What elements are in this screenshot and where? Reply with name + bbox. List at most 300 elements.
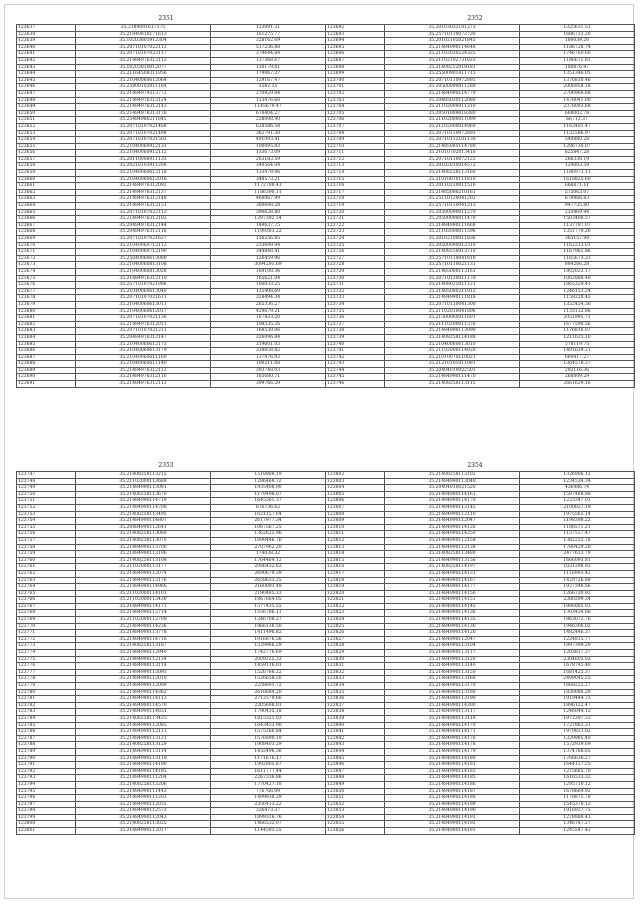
table-row [17, 821, 326, 828]
table-row [17, 308, 326, 315]
row-id-cell: 123653 [17, 130, 76, 137]
coordinate-cell: 35.20710107021498 [76, 130, 211, 137]
coordinate-cell: 35.21408258113115 [385, 381, 520, 388]
amount-cell: 233699.94 [211, 242, 326, 249]
amount-cell: 1611777.44 [211, 768, 326, 775]
table-row [326, 650, 635, 657]
coordinate-cell: 35.21408258113206 [76, 781, 211, 788]
coordinate-cell: 35.21500060011601 [385, 315, 520, 322]
amount-cell: 491093.41 [211, 137, 326, 144]
page-section [325, 461, 625, 835]
table-row [326, 762, 635, 769]
table-row [326, 577, 635, 584]
amount-cell: 1764464.12 [211, 557, 326, 564]
row-id-cell: 123739 [326, 334, 385, 341]
table-row [326, 38, 635, 45]
row-id-cell: 123730 [326, 275, 385, 282]
amount-cell: 1678664.92 [520, 788, 635, 795]
coordinate-cell: 35.21484990114195 [76, 768, 211, 775]
coordinate-cell: 35.21484990112573 [76, 808, 211, 815]
amount-cell: 1478041.00 [520, 97, 635, 104]
table-row [17, 361, 326, 368]
table-row [17, 788, 326, 795]
row-id-cell: 123786 [17, 729, 76, 736]
table-row [17, 367, 326, 374]
coordinate-cell: 35.21484990114178 [385, 742, 520, 749]
amount-cell: 1766636.27 [520, 755, 635, 762]
coordinate-cell: 35.21484990114185 [385, 775, 520, 782]
table-row [326, 597, 635, 604]
coordinate-cell: 35.21484976312151 [76, 203, 211, 210]
table-row [17, 709, 326, 716]
coordinate-cell: 35.21484990114151 [385, 597, 520, 604]
table-row [326, 590, 635, 597]
row-id-cell: 123680 [17, 308, 76, 315]
table-row [17, 531, 326, 538]
row-id-cell: 123682 [17, 321, 76, 328]
row-id-cell: 123689 [17, 367, 76, 374]
table-row [326, 51, 635, 58]
row-id-cell: 123844 [326, 748, 385, 755]
amount-cell: 2267336.86 [211, 775, 326, 782]
table-row [17, 255, 326, 262]
table-row [17, 170, 326, 177]
coordinate-cell: 35.21040060612064 [76, 77, 211, 84]
amount-cell: 2086432.82 [211, 564, 326, 571]
table-row [326, 544, 635, 551]
amount-cell: 2617977.34 [211, 518, 326, 525]
coordinate-cell: 35.21484976312110 [76, 374, 211, 381]
table-row [326, 768, 635, 775]
table-row [326, 610, 635, 617]
table-row [326, 518, 635, 525]
row-id-cell: 123797 [17, 801, 76, 808]
table-row [17, 537, 326, 544]
row-id-cell: 123655 [17, 143, 76, 150]
amount-cell: 1770427.18 [211, 781, 326, 788]
row-id-cell: 123706 [326, 117, 385, 124]
amount-cell: 124003.59 [520, 163, 635, 170]
table-row [326, 821, 635, 828]
row-id-cell: 123741 [326, 348, 385, 355]
coordinate-cell: 35.20500090011470 [385, 216, 520, 223]
table-row [326, 196, 635, 203]
table-row [17, 137, 326, 144]
table-row [17, 636, 326, 643]
row-id-cell: 123816 [326, 564, 385, 571]
row-id-cell: 123813 [326, 544, 385, 551]
table-row [326, 795, 635, 802]
table-row [326, 44, 635, 51]
row-id-cell: 123743 [326, 361, 385, 368]
row-id-cell: 123643 [17, 64, 76, 71]
amount-cell: 1979823.02 [520, 729, 635, 736]
row-id-cell: 123716 [326, 183, 385, 190]
amount-cell: 1326906.12 [520, 472, 635, 479]
coordinate-cell: 35.21164508311956 [76, 71, 211, 78]
table-row [326, 715, 635, 722]
row-id-cell: 123750 [17, 491, 76, 498]
coordinate-cell: 35.21484990113114 [76, 663, 211, 670]
table-row [17, 775, 326, 782]
table-row [326, 25, 635, 32]
coordinate-cell: 35.21484990113170 [385, 683, 520, 690]
coordinate-cell: 35.21484990114236 [76, 623, 211, 630]
coordinate-cell: 35.21484990114181 [385, 762, 520, 769]
table-row [326, 557, 635, 564]
ledger-table [16, 471, 326, 835]
table-row [326, 603, 635, 610]
row-id-cell: 123720 [326, 209, 385, 216]
amount-cell: 1975565.14 [520, 511, 635, 518]
table-row [326, 485, 635, 492]
coordinate-cell: 35.21040060612016 [76, 176, 211, 183]
coordinate-cell: 35.20500090811280 [385, 84, 520, 91]
table-row [17, 150, 326, 157]
row-id-cell: 123671 [17, 249, 76, 256]
amount-cell: 265336.27 [211, 301, 326, 308]
amount-cell: 137368.67 [211, 57, 326, 64]
amount-cell: 393748.03 [211, 367, 326, 374]
amount-cell: 1137797.07 [520, 222, 635, 229]
table-row [17, 676, 326, 683]
row-id-cell: 123789 [17, 748, 76, 755]
row-id-cell: 123718 [326, 196, 385, 203]
amount-cell: 180876.97 [520, 64, 635, 71]
row-id-cell: 123727 [326, 255, 385, 262]
row-id-cell: 123795 [17, 788, 76, 795]
row-id-cell: 123759 [17, 551, 76, 558]
coordinate-cell: 35.20404010022501 [385, 367, 520, 374]
coordinate-cell: 35.21484990114171 [385, 729, 520, 736]
table-row [326, 216, 635, 223]
coordinate-cell: 35.21484976312113 [76, 381, 211, 388]
row-id-cell: 123853 [326, 808, 385, 815]
table-row [17, 57, 326, 64]
amount-cell: 2658633.25 [211, 577, 326, 584]
coordinate-cell: 35.21484990113180 [385, 689, 520, 696]
amount-cell: 129167.47 [211, 77, 326, 84]
coordinate-cell: 35.20710107021211 [76, 328, 211, 335]
table-row [326, 341, 635, 348]
table-row [17, 478, 326, 485]
row-id-cell: 123781 [17, 696, 76, 703]
amount-cell: 2499045.25 [520, 676, 635, 683]
table-row [326, 775, 635, 782]
table-row [17, 795, 326, 802]
amount-cell: 1382251.78 [520, 537, 635, 544]
coordinate-cell: 35.21484990114716 [76, 636, 211, 643]
table-row [17, 203, 326, 210]
table-row [326, 222, 635, 229]
coordinate-cell: 35.21040060912131 [76, 143, 211, 150]
coordinate-cell: 35.21484990114570 [76, 702, 211, 709]
amount-cell: 1526766.22 [211, 669, 326, 676]
table-row [326, 104, 635, 111]
table-row [17, 156, 326, 163]
table-row [17, 176, 326, 183]
coordinate-cell: 35.21040060613179 [76, 348, 211, 355]
row-id-cell: 123726 [326, 249, 385, 256]
coordinate-cell: 35.21484990112009 [76, 683, 211, 690]
row-id-cell: 123732 [326, 288, 385, 295]
row-id-cell: 123783 [17, 709, 76, 716]
table-row [326, 742, 635, 749]
table-row [326, 689, 635, 696]
amount-cell: 1203817.37 [520, 650, 635, 657]
table-row [17, 334, 326, 341]
amount-cell: 1351346.05 [520, 71, 635, 78]
table-row [17, 328, 326, 335]
table-row [17, 689, 326, 696]
row-id-cell: 123778 [17, 676, 76, 683]
amount-cell: 133478.06 [211, 170, 326, 177]
amount-cell: 678968.83 [520, 196, 635, 203]
coordinate-cell: 35.21408258113102 [385, 472, 520, 479]
coordinate-cell: 35.21484976312137 [76, 189, 211, 196]
coordinate-cell: 35.21484990113119 [76, 755, 211, 762]
row-id-cell: 123829 [326, 650, 385, 657]
coordinate-cell: 35.20710107021611 [76, 295, 211, 302]
coordinate-cell: 35.21408258113025 [76, 821, 211, 828]
coordinate-cell: 35.21484990113160 [385, 676, 520, 683]
row-id-cell: 123769 [17, 617, 76, 624]
row-id-cell: 123691 [17, 381, 76, 388]
coordinate-cell: 35.21484976312110 [76, 275, 211, 282]
row-id-cell: 123788 [17, 742, 76, 749]
coordinate-cell: 35.20102100011836 [385, 236, 520, 243]
coordinate-cell: 35.21484990114177 [385, 584, 520, 591]
amount-cell: 1297392.54 [211, 216, 326, 223]
row-id-cell: 123837 [326, 702, 385, 709]
coordinate-cell: 35.21408258114197 [385, 564, 520, 571]
row-id-cell: 123856 [326, 828, 385, 835]
amount-cell: 120179.61 [211, 64, 326, 71]
row-id-cell: 123838 [326, 709, 385, 716]
table-row [17, 301, 326, 308]
table-row [17, 828, 326, 835]
amount-cell: 1491639.21 [520, 348, 635, 355]
row-id-cell: 123693 [326, 31, 385, 38]
row-id-cell: 123815 [326, 557, 385, 564]
coordinate-cell: 35.21484990112043 [76, 814, 211, 821]
table-row [17, 163, 326, 170]
row-id-cell: 123678 [17, 295, 76, 302]
row-id-cell: 123652 [17, 123, 76, 130]
row-id-cell: 123717 [326, 189, 385, 196]
row-id-cell: 123686 [17, 348, 76, 355]
table-row [17, 143, 326, 150]
row-id-cell: 123780 [17, 689, 76, 696]
coordinate-cell: 35.21484990114161 [385, 491, 520, 498]
table-row [326, 676, 635, 683]
row-id-cell: 123764 [17, 584, 76, 591]
table-row [17, 104, 326, 111]
amount-cell: 1919444.73 [520, 696, 635, 703]
row-id-cell: 123687 [17, 354, 76, 361]
table-row [17, 71, 326, 78]
amount-cell: 1616533.32 [520, 775, 635, 782]
row-id-cell: 123698 [326, 64, 385, 71]
coordinate-cell: 35.20710110972893 [385, 130, 520, 137]
amount-cell: 1224815.77 [520, 636, 635, 643]
row-id-cell: 123849 [326, 781, 385, 788]
amount-cell: 2190485.33 [211, 590, 326, 597]
table-row [326, 203, 635, 210]
table-row [17, 742, 326, 749]
row-id-cell: 123715 [326, 176, 385, 183]
row-id-cell: 123833 [326, 676, 385, 683]
coordinate-cell: 35.20102105021845 [385, 38, 520, 45]
amount-cell: 161275.77 [211, 31, 326, 38]
amount-cell: 133673.09 [211, 150, 326, 157]
row-id-cell: 123707 [326, 123, 385, 130]
amount-cell: 1677590.56 [520, 321, 635, 328]
row-id-cell: 123850 [326, 788, 385, 795]
coordinate-cell: 35.21484990112110 [385, 511, 520, 518]
table-row [17, 590, 326, 597]
amount-cell: 517236.88 [211, 44, 326, 51]
row-id-cell: 123776 [17, 663, 76, 670]
coordinate-cell: 35.21484990114708 [76, 504, 211, 511]
row-id-cell: 123637 [17, 25, 76, 32]
coordinate-cell: 35.21102030224325 [385, 51, 520, 58]
coordinate-cell: 35.21484976312112 [76, 57, 211, 64]
table-row [17, 44, 326, 51]
ledger-table [325, 24, 635, 388]
coordinate-cell: 35.25710110041213 [385, 203, 520, 210]
table-row [326, 123, 635, 130]
row-id-cell: 123729 [326, 268, 385, 275]
table-row [326, 354, 635, 361]
amount-cell: 2258601.72 [211, 683, 326, 690]
coordinate-cell: 35.20710110041300 [385, 301, 520, 308]
page-section [325, 14, 625, 388]
table-row [17, 748, 326, 755]
coordinate-cell: 35.21484990113190 [385, 696, 520, 703]
row-id-cell: 123805 [326, 491, 385, 498]
row-id-cell: 123765 [17, 590, 76, 597]
coordinate-cell: 35.21484976312143 [76, 104, 211, 111]
row-id-cell: 123757 [17, 537, 76, 544]
coordinate-cell: 35.21484976312011 [76, 321, 211, 328]
amount-cell: 108535.26 [211, 321, 326, 328]
table-row [17, 610, 326, 617]
table-row [326, 268, 635, 275]
table-row [326, 143, 635, 150]
row-id-cell: 123690 [17, 374, 76, 381]
table-row [326, 64, 635, 71]
coordinate-cell: 35.21040060912112 [76, 150, 211, 157]
amount-cell: 578119.75 [520, 341, 635, 348]
amount-cell: 228098.90 [211, 117, 326, 124]
table-row [17, 577, 326, 584]
amount-cell: 2009325.33 [211, 656, 326, 663]
table-row [17, 97, 326, 104]
table-row [326, 249, 635, 256]
amount-cell: 292116.36 [520, 367, 635, 374]
amount-cell: 2380299.34 [520, 597, 635, 604]
ledger-table [325, 471, 635, 835]
row-id-cell: 123762 [17, 570, 76, 577]
table-row [326, 189, 635, 196]
row-id-cell: 123756 [17, 531, 76, 538]
row-id-cell: 123819 [326, 584, 385, 591]
table-row [326, 163, 635, 170]
coordinate-cell: 35.25710110041818 [385, 255, 520, 262]
amount-cell: 344848.41 [211, 249, 326, 256]
table-row [17, 617, 326, 624]
table-row [326, 321, 635, 328]
table-row [326, 643, 635, 650]
coordinate-cell: 35.21110200011376 [385, 321, 520, 328]
row-id-cell: 123749 [17, 485, 76, 492]
coordinate-cell: 35.21408258113215 [76, 472, 211, 479]
coordinate-cell: 35.25484980211845 [76, 117, 211, 124]
table-row [17, 51, 326, 58]
row-id-cell: 123828 [326, 643, 385, 650]
coordinate-cell: 35.21485080210161 [385, 189, 520, 196]
table-row [326, 735, 635, 742]
coordinate-cell: 35.21408258113129 [76, 742, 211, 749]
row-id-cell: 123710 [326, 143, 385, 150]
row-id-cell: 123692 [326, 25, 385, 32]
table-row [326, 31, 635, 38]
row-id-cell: 123672 [17, 255, 76, 262]
row-id-cell: 123772 [17, 636, 76, 643]
row-id-cell: 123766 [17, 597, 76, 604]
table-row [326, 334, 635, 341]
row-id-cell: 123801 [17, 828, 76, 835]
row-id-cell: 123770 [17, 623, 76, 630]
amount-cell: 1577435.55 [211, 603, 326, 610]
table-row [326, 524, 635, 531]
coordinate-cell: 35.21484990112047 [385, 518, 520, 525]
row-id-cell: 123804 [326, 485, 385, 492]
row-id-cell: 123669 [17, 236, 76, 243]
row-id-cell: 123649 [17, 104, 76, 111]
table-row [17, 209, 326, 216]
row-id-cell: 123681 [17, 315, 76, 322]
amount-cell: 326096.84 [211, 334, 326, 341]
amount-cell: 1916876.56 [211, 636, 326, 643]
table-row [326, 308, 635, 315]
table-row [17, 597, 326, 604]
amount-cell: 1802023.17 [520, 268, 635, 275]
amount-cell: 1266730.92 [520, 590, 635, 597]
row-id-cell: 123646 [17, 84, 76, 91]
amount-cell: 137976.92 [211, 354, 326, 361]
coordinate-cell: 35.21102000011310 [385, 104, 520, 111]
coordinate-cell: 35.21102000113430 [76, 597, 211, 604]
coordinate-cell: 35.21484990114156 [385, 590, 520, 597]
row-id-cell: 123660 [17, 176, 76, 183]
amount-cell: 1575266.84 [211, 729, 326, 736]
table-row [17, 229, 326, 236]
row-id-cell: 123721 [326, 216, 385, 223]
amount-cell: 1727862.31 [520, 722, 635, 729]
coordinate-cell: 35.21484979313772 [76, 90, 211, 97]
row-id-cell: 123843 [326, 742, 385, 749]
coordinate-cell: 35.21210101011081 [385, 361, 520, 368]
amount-cell: 1278888.41 [520, 814, 635, 821]
amount-cell: 365157.99 [520, 236, 635, 243]
amount-cell: 947735.80 [520, 203, 635, 210]
row-id-cell: 123777 [17, 669, 76, 676]
table-row [17, 663, 326, 670]
coordinate-cell: 35.21484990114189 [385, 801, 520, 808]
amount-cell: 126459.96 [211, 255, 326, 262]
